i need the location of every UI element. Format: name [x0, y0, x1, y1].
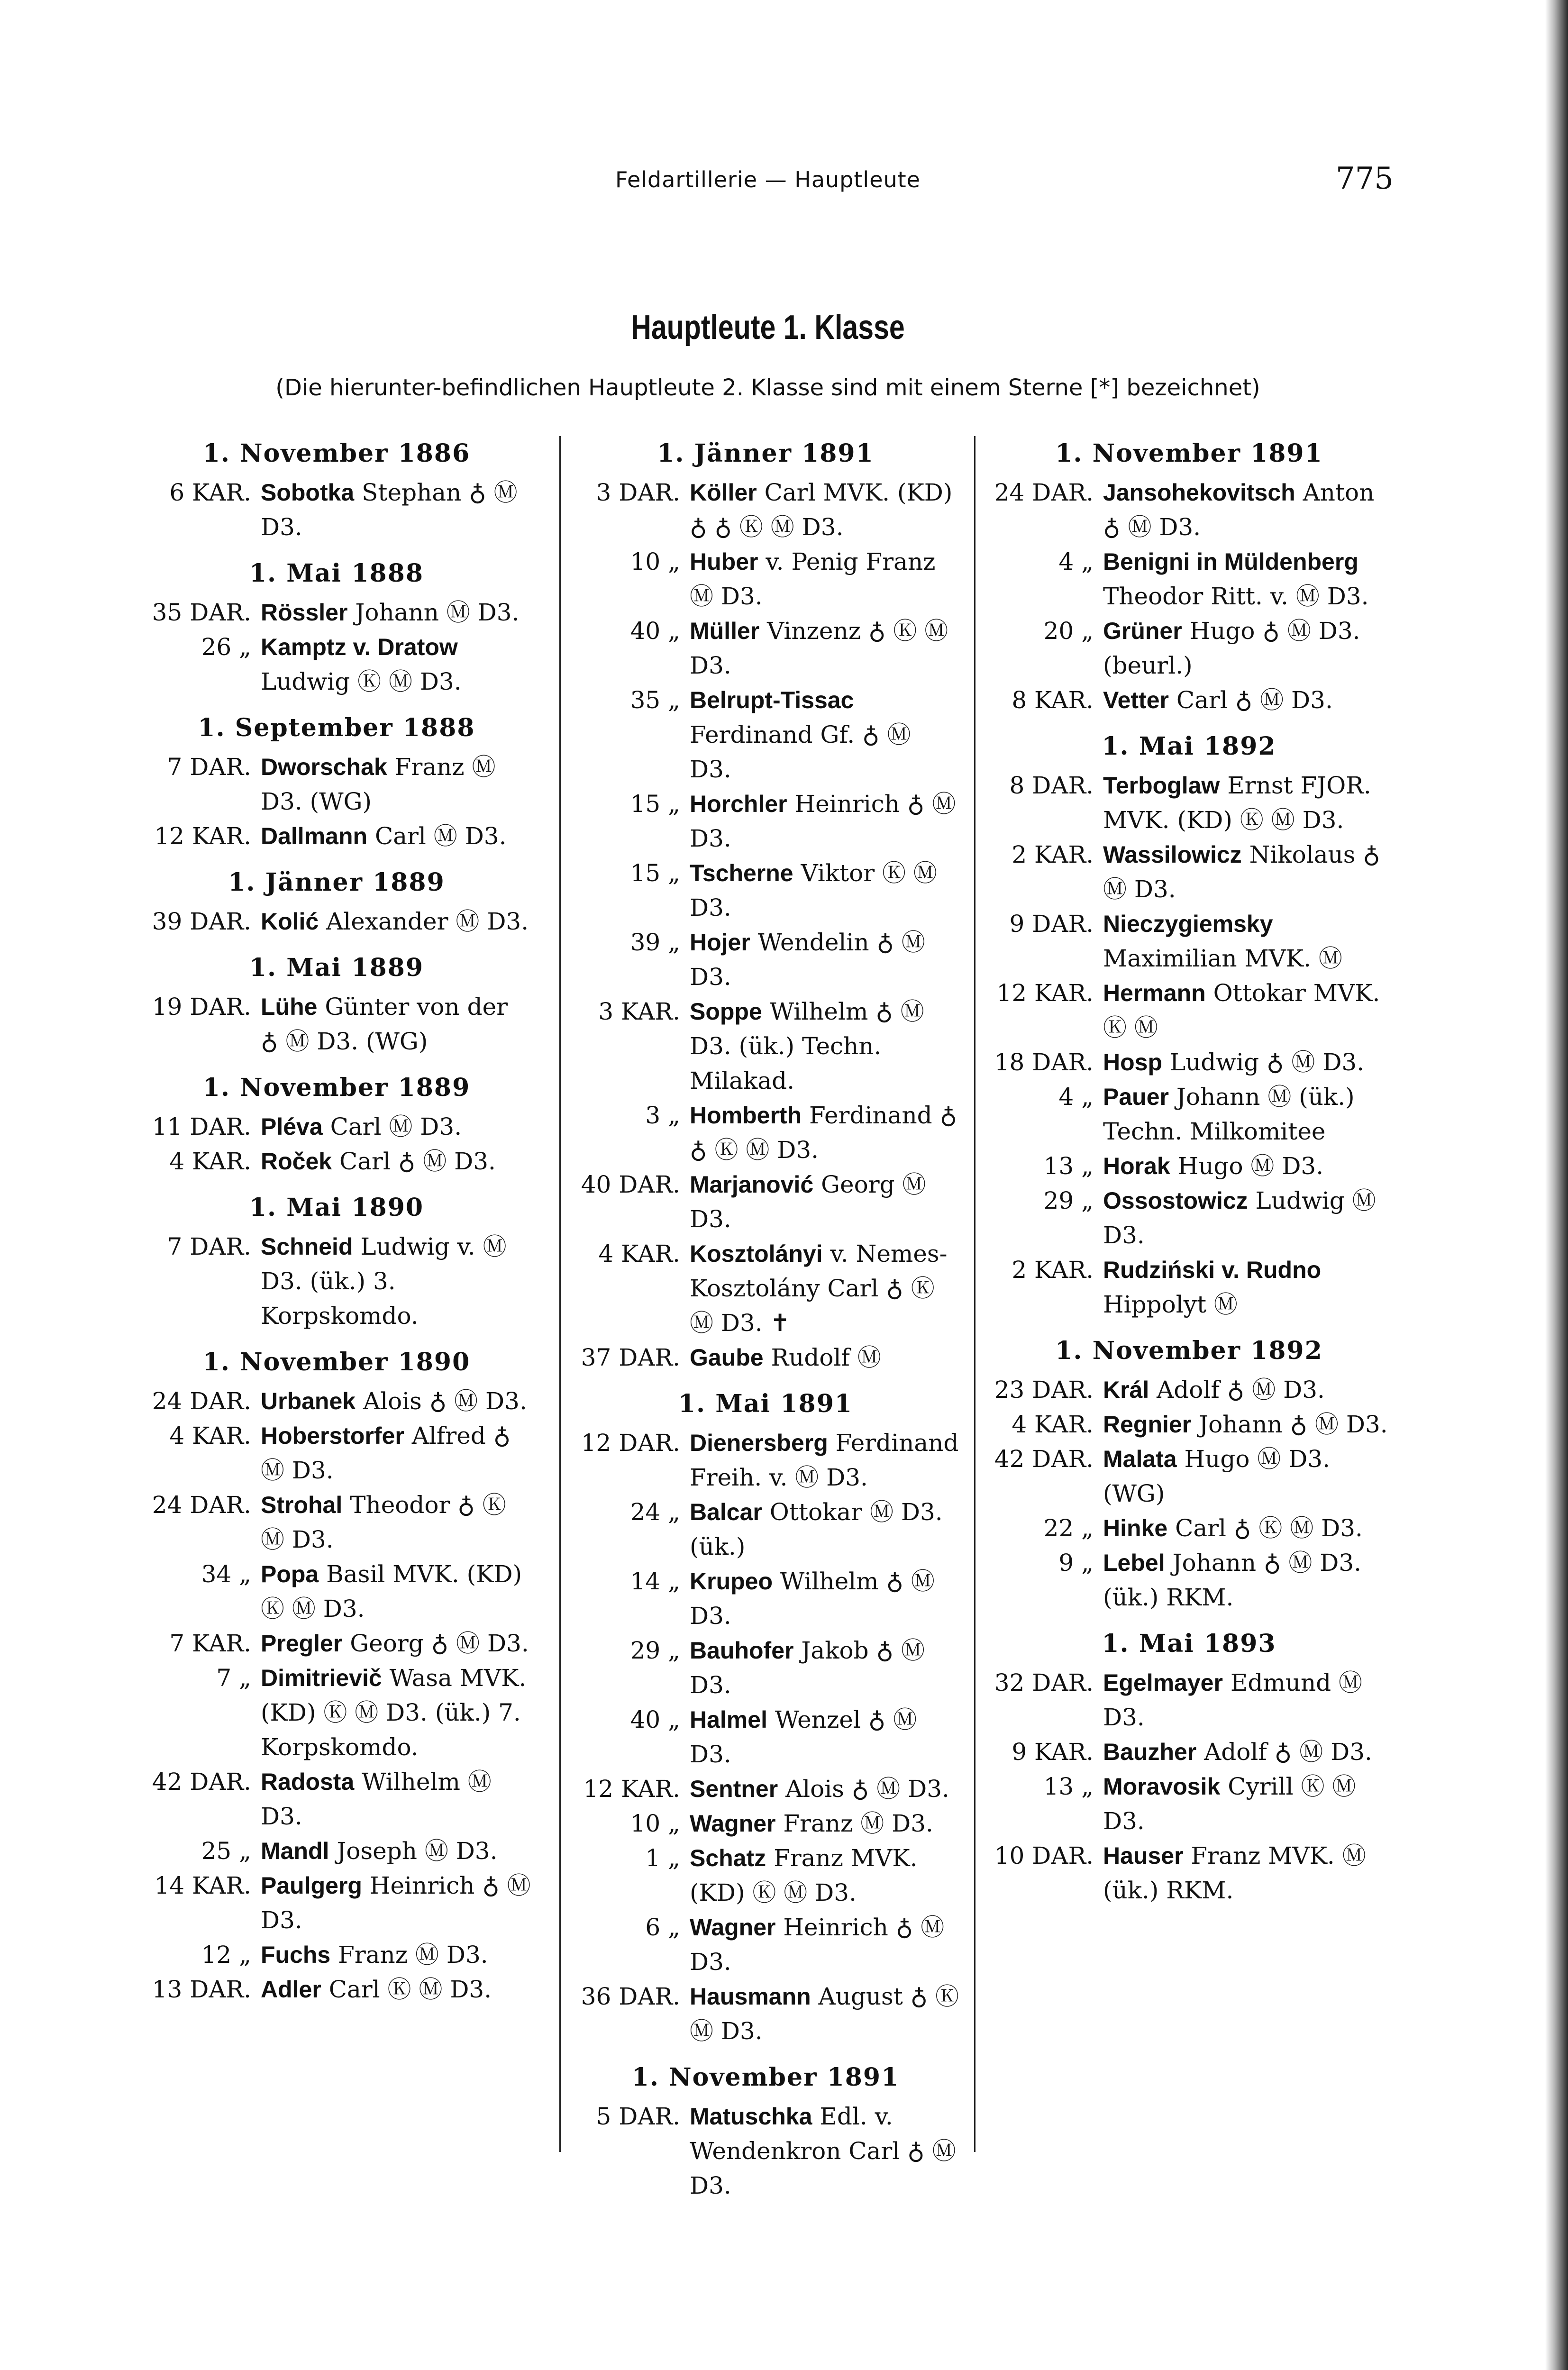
officer-surname: Urbanek	[261, 1388, 356, 1414]
unit-label: 39 DAR.	[152, 908, 251, 935]
officer-surname: Dworschak	[261, 754, 387, 780]
officer-details: Ferdinand ♁ ♁ Ⓚ Ⓜ D3.	[690, 1102, 957, 1164]
unit-label: 39 „	[630, 929, 680, 956]
officer-details: Wilhelm ♁ Ⓜ D3. (ük.) Techn. Milakad.	[690, 998, 924, 1094]
roster-entry	[985, 475, 1394, 545]
running-head	[142, 161, 1394, 199]
roster-entry	[142, 1384, 531, 1419]
roster-entry	[985, 683, 1394, 718]
unit-label: 7 DAR.	[167, 753, 251, 781]
roster-entry	[571, 1098, 960, 1167]
unit-label: 10 „	[630, 548, 680, 575]
officer-surname: Balcar	[690, 1499, 762, 1525]
roster-entry	[571, 1167, 960, 1237]
unit-label: 10 „	[630, 1810, 680, 1837]
roster-entry	[985, 1184, 1394, 1253]
officer-details: Ferdinand Gf. ♁ Ⓜ D3.	[690, 721, 911, 783]
unit-label: 2 KAR.	[1012, 841, 1094, 868]
officer-details: Wasa MVK. (KD) Ⓚ Ⓜ D3. (ük.) 7. Korpskomdo.	[261, 1664, 527, 1761]
unit-label: 40 „	[630, 617, 680, 645]
unit-label: 25 „	[201, 1837, 251, 1865]
unit-label: 3 KAR.	[598, 998, 680, 1025]
officer-details: Joseph Ⓜ D3.	[329, 1837, 498, 1865]
unit-label: 9 KAR.	[1012, 1738, 1094, 1766]
officer-surname: Sentner	[690, 1776, 778, 1802]
roster-entry	[142, 819, 531, 854]
book-page	[142, 142, 1394, 2304]
date-heading: 1. Mai 1891	[678, 1389, 853, 1418]
date-heading: 1. November 1889	[202, 1073, 471, 1102]
roster-entry	[571, 683, 960, 787]
officer-details: August ♁ Ⓚ Ⓜ D3.	[690, 1983, 959, 2045]
officer-surname: Hermann	[1103, 980, 1206, 1006]
unit-label: 15 „	[630, 790, 680, 818]
date-heading: 1. Mai 1889	[249, 953, 424, 982]
roster-entry	[142, 595, 531, 630]
unit-label: 13 DAR.	[152, 1976, 251, 2003]
roster-entry	[985, 1253, 1394, 1322]
unit-label: 7 DAR.	[167, 1233, 251, 1260]
unit-label: 14 KAR.	[154, 1872, 251, 1899]
officer-surname: Tscherne	[690, 860, 793, 886]
officer-details: Georg ♁ Ⓜ D3.	[342, 1630, 529, 1657]
officer-details: Carl ♁ Ⓜ D3.	[1168, 686, 1333, 714]
officer-details: Heinrich ♁ Ⓜ D3.	[690, 1914, 945, 1976]
officer-surname: Krupeo	[690, 1568, 773, 1595]
roster-entry	[571, 994, 960, 1098]
unit-label: 8 KAR.	[1012, 686, 1094, 714]
officer-details: Anton ♁ Ⓜ D3.	[1103, 479, 1375, 541]
officer-details: Rudolf Ⓜ	[763, 1344, 881, 1371]
officer-details: Jakob ♁ Ⓜ D3.	[690, 1637, 925, 1699]
officer-surname: Nieczygiemsky	[1103, 911, 1273, 937]
officer-surname: Bauhofer	[690, 1637, 794, 1664]
officer-surname: Moravosik	[1103, 1773, 1221, 1800]
roster-entry	[142, 1419, 531, 1488]
officer-details: v. Nemes-Kosztolány Carl ♁ Ⓚ Ⓜ D3. ✝	[690, 1240, 948, 1337]
unit-label: 24 „	[630, 1498, 680, 1526]
officer-surname: Grüner	[1103, 618, 1182, 644]
unit-label: 11 DAR.	[152, 1113, 251, 1140]
officer-details: Carl Ⓜ D3.	[367, 822, 507, 850]
roster-entry	[571, 545, 960, 614]
officer-surname: Hauser	[1103, 1842, 1184, 1869]
date-heading: 1. Mai 1888	[249, 559, 424, 588]
officer-details: Johann ♁ Ⓜ D3. (ük.) RKM.	[1103, 1549, 1362, 1611]
officer-surname: Dimitrievič	[261, 1665, 382, 1691]
roster-entry	[985, 1769, 1394, 1839]
roster-entry	[571, 925, 960, 994]
officer-surname: Egelmayer	[1103, 1669, 1223, 1696]
roster-entry	[571, 1979, 960, 2049]
officer-details: Franz MVK. Ⓜ (ük.) RKM.	[1103, 1842, 1366, 1904]
officer-details: Heinrich ♁ Ⓜ D3.	[690, 790, 956, 852]
officer-details: Alexander Ⓜ D3.	[319, 908, 529, 935]
unit-label: 12 KAR.	[154, 822, 251, 850]
roster-entry	[985, 1735, 1394, 1769]
officer-details: Franz Ⓜ D3. (WG)	[261, 753, 496, 815]
unit-label: 35 DAR.	[152, 599, 251, 626]
page-subtitle: (Die hierunter-befindlichen Hauptleute 2. Klasse sind mit einem Sterne [*] bezeichnet)	[275, 374, 1260, 401]
officer-surname: Popa	[261, 1561, 319, 1587]
officer-details: Hugo ♁ Ⓜ D3. (beurl.)	[1103, 617, 1360, 679]
officer-surname: Hojer	[690, 929, 750, 956]
officer-surname: Kosztolányi	[690, 1240, 823, 1267]
roster-entry	[571, 1564, 960, 1633]
unit-label: 8 DAR.	[1009, 772, 1094, 799]
officer-surname: Hinke	[1103, 1515, 1168, 1541]
unit-label: 5 DAR.	[596, 2103, 680, 2130]
officer-details: v. Penig Franz Ⓜ D3.	[690, 548, 936, 610]
officer-details: Vinzenz ♁ Ⓚ Ⓜ D3.	[690, 617, 948, 679]
unit-label: 12 DAR.	[581, 1429, 680, 1457]
unit-label: 29 „	[1043, 1187, 1094, 1214]
officer-details: Ludwig ♁ Ⓜ D3.	[1162, 1048, 1365, 1076]
date-heading: 1. November 1891	[631, 2063, 900, 2092]
roster-entry	[142, 1869, 531, 1938]
unit-label: 6 „	[645, 1914, 680, 1941]
unit-label: 3 DAR.	[596, 479, 680, 506]
unit-label: 22 „	[1043, 1514, 1094, 1542]
officer-details: Ottokar MVK. Ⓚ Ⓜ	[1103, 979, 1380, 1041]
officer-surname: Gaube	[690, 1344, 764, 1371]
unit-label: 40 „	[630, 1706, 680, 1733]
officer-details: Ludwig Ⓚ Ⓜ D3.	[261, 668, 462, 695]
unit-label: 24 DAR.	[152, 1387, 251, 1415]
roster-entry	[142, 1972, 531, 2007]
officer-details: Hugo Ⓜ D3. (WG)	[1103, 1445, 1331, 1507]
roster-entry	[571, 614, 960, 683]
unit-label: 4 „	[1058, 1083, 1094, 1111]
officer-details: Carl Ⓜ D3.	[322, 1113, 462, 1140]
column-divider	[974, 436, 975, 2152]
roster-entry	[985, 976, 1394, 1045]
roster-entry	[571, 1703, 960, 1772]
officer-details: Wenzel ♁ Ⓜ D3.	[690, 1706, 917, 1768]
roster-entry	[142, 1626, 531, 1661]
officer-details: Adolf ♁ Ⓜ D3.	[1149, 1376, 1325, 1404]
officer-surname: Soppe	[690, 998, 762, 1025]
officer-details: Viktor Ⓚ Ⓜ D3.	[690, 859, 937, 921]
officer-details: Wendelin ♁ Ⓜ D3.	[690, 929, 925, 991]
roster-entry	[571, 2099, 960, 2203]
officer-details: Franz Ⓜ D3.	[775, 1810, 933, 1837]
date-heading: 1. November 1891	[1055, 439, 1323, 468]
unit-label: 24 DAR.	[994, 479, 1094, 506]
officer-surname: Kolić	[261, 908, 319, 935]
officer-details: Heinrich ♁ Ⓜ D3.	[261, 1872, 531, 1934]
officer-details: Franz MVK. (KD) Ⓚ Ⓜ D3.	[690, 1844, 918, 1906]
officer-details: Wilhelm Ⓜ D3.	[261, 1768, 492, 1830]
unit-label: 13 „	[1043, 1152, 1094, 1180]
column-1	[142, 436, 531, 2007]
officer-details: Edmund Ⓜ D3.	[1103, 1669, 1363, 1731]
unit-label: 15 „	[630, 859, 680, 887]
officer-details: Carl ♁ Ⓜ D3.	[332, 1148, 496, 1175]
officer-surname: Rössler	[261, 599, 348, 626]
officer-surname: Roček	[261, 1148, 332, 1175]
officer-details: Carl MVK. (KD) ♁ ♁ Ⓚ Ⓜ D3.	[690, 479, 953, 541]
officer-details: Günter von der ♁ Ⓜ D3. (WG)	[261, 993, 508, 1055]
unit-label: 12 KAR.	[583, 1775, 680, 1803]
roster-entry	[571, 1237, 960, 1340]
officer-surname: Strohal	[261, 1492, 343, 1518]
officer-surname: Mandl	[261, 1838, 329, 1864]
roster-entry	[985, 614, 1394, 683]
unit-label: 42 DAR.	[152, 1768, 251, 1796]
officer-surname: Regnier	[1103, 1411, 1192, 1438]
officer-surname: Lühe	[261, 994, 318, 1020]
officer-surname: Köller	[690, 479, 757, 506]
roster-entry	[571, 1841, 960, 1910]
unit-label: 4 KAR.	[169, 1422, 251, 1449]
unit-label: 14 „	[630, 1568, 680, 1595]
officer-details: Alois ♁ Ⓜ D3.	[356, 1387, 527, 1415]
officer-details: Adolf ♁ Ⓜ D3.	[1196, 1738, 1372, 1766]
unit-label: 9 DAR.	[1009, 910, 1094, 938]
officer-details: Ottokar Ⓜ D3. (ük.)	[690, 1498, 943, 1560]
officer-surname: Paulgerg	[261, 1872, 362, 1899]
officer-details: Ludwig v. Ⓜ D3. (ük.) 3. Korpskomdo.	[261, 1233, 507, 1330]
date-heading: 1. Jänner 1889	[228, 868, 445, 897]
unit-label: 3 „	[645, 1102, 680, 1129]
officer-surname: Pregler	[261, 1630, 343, 1657]
roster-entry	[571, 856, 960, 925]
roster-entry	[571, 1633, 960, 1703]
unit-label: 23 DAR.	[994, 1376, 1094, 1404]
roster-entry	[142, 1661, 531, 1765]
officer-surname: Wassilowicz	[1103, 841, 1242, 868]
officer-details: Basil MVK. (KD) Ⓚ Ⓜ D3.	[261, 1560, 522, 1623]
officer-surname: Vetter	[1103, 687, 1169, 713]
unit-label: 20 „	[1043, 617, 1094, 645]
page-title: Hauptleute 1. Klasse	[631, 309, 905, 346]
unit-label: 4 „	[1058, 548, 1094, 575]
roster-entry	[142, 1557, 531, 1626]
roster-entry	[571, 787, 960, 856]
roster-entry	[985, 1149, 1394, 1184]
unit-label: 24 DAR.	[152, 1491, 251, 1519]
unit-label: 10 DAR.	[994, 1842, 1094, 1869]
officer-surname: Wagner	[690, 1914, 776, 1941]
unit-label: 26 „	[201, 633, 251, 661]
officer-details: Ludwig Ⓜ D3.	[1103, 1187, 1376, 1249]
roster-entry	[571, 475, 960, 545]
officer-surname: Kamptz v. Dratow	[261, 634, 458, 660]
date-heading: 1. Mai 1893	[1102, 1629, 1276, 1658]
date-heading: 1. Jänner 1891	[657, 439, 874, 468]
roster-entry	[985, 768, 1394, 838]
officer-surname: Terboglaw	[1103, 772, 1220, 799]
officer-details: Alfred ♁ Ⓜ D3.	[261, 1422, 511, 1484]
running-title: Feldartillerie — Hauptleute	[615, 167, 921, 192]
date-heading: 1. November 1890	[202, 1348, 471, 1376]
officer-surname: Benigni in Müldenberg	[1103, 548, 1358, 575]
officer-details: Georg Ⓜ D3.	[690, 1171, 926, 1233]
officer-details: Johann Ⓜ (ük.) Techn. Milkomitee	[1103, 1083, 1355, 1145]
unit-label: 1 „	[645, 1844, 680, 1872]
unit-label: 2 KAR.	[1012, 1256, 1094, 1284]
unit-label: 4 KAR.	[1012, 1411, 1094, 1438]
officer-details: Nikolaus ♁ Ⓜ D3.	[1103, 841, 1380, 903]
roster-entry	[985, 1080, 1394, 1149]
roster-entry	[142, 475, 531, 545]
roster-entry	[142, 990, 531, 1059]
roster-entry	[985, 1442, 1394, 1511]
roster-entry	[142, 630, 531, 699]
unit-label: 12 KAR.	[996, 979, 1094, 1007]
date-heading: 1. Mai 1890	[249, 1193, 424, 1222]
officer-surname: Schneid	[261, 1233, 353, 1260]
officer-surname: Huber	[690, 548, 758, 575]
officer-surname: Wagner	[690, 1810, 776, 1837]
roster-entry	[142, 1834, 531, 1869]
roster-entry	[985, 1373, 1394, 1407]
officer-surname: Hoberstorfer	[261, 1422, 404, 1449]
officer-surname: Hosp	[1103, 1049, 1162, 1076]
roster-entry	[142, 1230, 531, 1333]
officer-details: Carl Ⓚ Ⓜ D3.	[321, 1976, 492, 2003]
officer-surname: Halmel	[690, 1706, 767, 1733]
officer-surname: Fuchs	[261, 1942, 331, 1968]
officer-details: Johann Ⓜ D3.	[347, 599, 520, 626]
unit-label: 37 DAR.	[581, 1344, 680, 1371]
unit-label: 40 DAR.	[581, 1171, 680, 1198]
officer-details: Hippolyt Ⓜ	[1103, 1291, 1238, 1318]
roster-entry	[571, 1772, 960, 1806]
officer-surname: Horchler	[690, 791, 787, 817]
officer-surname: Homberth	[690, 1102, 802, 1129]
roster-entry	[985, 1666, 1394, 1735]
officer-surname: Dallmann	[261, 823, 368, 849]
roster-entry	[571, 1495, 960, 1564]
roster-entry	[142, 1488, 531, 1557]
unit-label: 7 „	[216, 1664, 251, 1692]
column-3	[985, 436, 1394, 1908]
roster-entry	[985, 907, 1394, 976]
date-heading: 1. September 1888	[198, 713, 475, 742]
officer-surname: Marjanović	[690, 1171, 814, 1198]
officer-details: Ferdinand Freih. v. Ⓜ D3.	[690, 1429, 959, 1491]
unit-label: 4 KAR.	[598, 1240, 680, 1267]
unit-label: 6 KAR.	[169, 479, 251, 506]
unit-label: 4 KAR.	[169, 1148, 251, 1175]
officer-details: Hugo Ⓜ D3.	[1170, 1152, 1324, 1180]
roster-entry	[985, 1546, 1394, 1615]
roster-entry	[142, 1765, 531, 1834]
unit-label: 9 „	[1058, 1549, 1094, 1577]
officer-details: Alois ♁ Ⓜ D3.	[778, 1775, 949, 1803]
roster-entry	[571, 1426, 960, 1495]
officer-surname: Jansohekovitsch	[1103, 479, 1295, 506]
officer-details: Ernst FJOR. MVK. (KD) Ⓚ Ⓜ D3.	[1103, 772, 1371, 834]
date-heading: 1. November 1886	[202, 439, 471, 468]
unit-label: 19 DAR.	[152, 993, 251, 1021]
officer-surname: Radosta	[261, 1768, 355, 1795]
unit-label: 36 DAR.	[581, 1983, 680, 2010]
officer-details: Stephan ♁ Ⓜ D3.	[261, 479, 518, 541]
unit-label: 32 DAR.	[994, 1669, 1094, 1696]
column-2	[571, 436, 960, 2203]
officer-surname: Schatz	[690, 1845, 766, 1871]
officer-details: Johann ♁ Ⓜ D3.	[1191, 1411, 1388, 1438]
officer-surname: Hausmann	[690, 1983, 811, 2010]
roster-entry	[571, 1340, 960, 1375]
officer-surname: Rudziński v. Rudno	[1103, 1257, 1322, 1283]
unit-label: 42 DAR.	[994, 1445, 1094, 1473]
officer-surname: Matuschka	[690, 2103, 812, 2130]
officer-details: Theodor Ritt. v. Ⓜ D3.	[1103, 583, 1369, 610]
officer-details: Theodor ♁ Ⓚ Ⓜ D3.	[261, 1491, 506, 1553]
officer-surname: Pléva	[261, 1113, 323, 1140]
roster-entry	[142, 750, 531, 819]
officer-details: Maximilian MVK. Ⓜ	[1103, 945, 1342, 972]
roster-entry	[985, 545, 1394, 614]
unit-label: 7 KAR.	[169, 1630, 251, 1657]
officer-surname: Lebel	[1103, 1550, 1165, 1576]
officer-surname: Pauer	[1103, 1084, 1169, 1110]
officer-surname: Adler	[261, 1976, 321, 2003]
unit-label: 13 „	[1043, 1773, 1094, 1800]
date-heading: 1. Mai 1892	[1102, 732, 1276, 761]
column-divider	[559, 436, 561, 2152]
officer-surname: Müller	[690, 618, 760, 644]
roster-entry	[985, 1511, 1394, 1546]
officer-surname: Malata	[1103, 1446, 1177, 1472]
unit-label: 18 DAR.	[994, 1048, 1094, 1076]
page-number: 775	[1335, 161, 1394, 196]
roster-entry	[985, 1839, 1394, 1908]
officer-surname: Bauzher	[1103, 1739, 1197, 1765]
officer-surname: Ossostowicz	[1103, 1187, 1248, 1214]
roster-entry	[985, 1407, 1394, 1442]
officer-surname: Král	[1103, 1376, 1149, 1403]
unit-label: 35 „	[630, 686, 680, 714]
officer-details: Carl ♁ Ⓚ Ⓜ D3.	[1167, 1514, 1363, 1542]
roster-entry	[142, 1144, 531, 1179]
roster-entry	[142, 904, 531, 939]
officer-surname: Dienersberg	[690, 1430, 828, 1456]
officer-details: Cyrill Ⓚ Ⓜ D3.	[1103, 1773, 1356, 1835]
unit-label: 12 „	[201, 1941, 251, 1969]
roster-entry	[571, 1806, 960, 1841]
officer-surname: Sobotka	[261, 479, 355, 506]
officer-surname: Belrupt-Tissac	[690, 687, 854, 713]
roster-entry	[571, 1910, 960, 1979]
roster-entry	[142, 1110, 531, 1144]
unit-label: 29 „	[630, 1637, 680, 1664]
date-heading: 1. November 1892	[1055, 1336, 1323, 1365]
officer-details: Wilhelm ♁ Ⓜ D3.	[690, 1568, 935, 1630]
officer-details: Edl. v. Wendenkron Carl ♁ Ⓜ D3.	[690, 2103, 956, 2199]
roster-entry	[985, 1045, 1394, 1080]
officer-details: Franz Ⓜ D3.	[330, 1941, 488, 1969]
roster-entry	[142, 1938, 531, 1972]
roster-entry	[985, 838, 1394, 907]
scan-edge-shadow	[1545, 0, 1568, 2370]
officer-surname: Horak	[1103, 1153, 1170, 1179]
unit-label: 34 „	[201, 1560, 251, 1588]
